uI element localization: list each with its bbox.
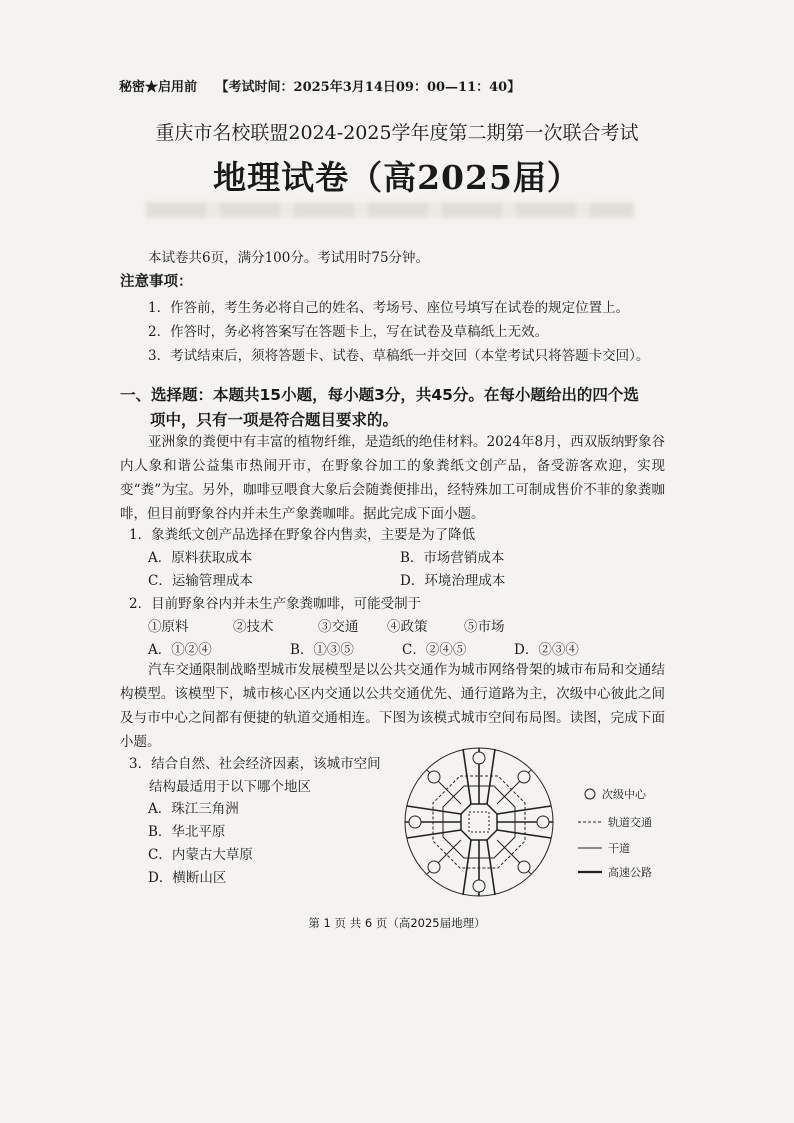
q2-factor: ②技术 xyxy=(233,619,274,635)
q1-option-a: A．原料获取成本 xyxy=(148,550,253,566)
question-2-stem: 2．目前野象谷内并未生产象粪咖啡，可能受制于 xyxy=(129,596,422,612)
question-3-stem-cont: 结构最适用于以下哪个地区 xyxy=(149,779,311,795)
section-heading: 一、选择题：本题共15小题，每小题3分，共45分。在每小题给出的四个选 xyxy=(120,386,639,404)
passage-2 xyxy=(120,658,665,754)
legend-label: 次级中心 xyxy=(602,788,646,801)
section-heading-cont: 项中，只有一项是符合题目要求的。 xyxy=(150,411,399,429)
exam-time: 【考试时间：2025年3月14日09：00—11：40】 xyxy=(215,80,521,95)
sub-center-icon xyxy=(409,816,421,828)
thin-line-icon xyxy=(578,845,602,851)
sub-center-icon xyxy=(518,861,530,873)
question-1-stem: 1．象粪纸文创产品选择在野象谷内售卖，主要是为了降低 xyxy=(129,527,476,543)
dashed-line-icon xyxy=(578,819,602,825)
q2-option-d: D．②③④ xyxy=(514,642,579,658)
sub-center-icon xyxy=(473,752,485,764)
q1-option-c: C．运输管理成本 xyxy=(148,573,253,589)
page-footer: 第 1 页 共 6 页（高2025届地理） xyxy=(308,916,486,930)
notice-item: 3．考试结束后，须将答题卡、试卷、草稿纸一并交回（本堂考试只将答题卡交回）。 xyxy=(148,348,650,364)
passage-2-text: 汽车交通限制战略型城市发展模型是以公共交通作为城市网络骨架的城市布局和交通结构模型。该模型下，城市核心区内交通以公共交通优先、通行道路为主，次级中心彼此之间及与市中心之间都有便捷的轨道交通相连。下图为该模式城市空间布局图。读图，完成下面小题。 xyxy=(120,662,665,750)
legend-label: 高速公路 xyxy=(608,866,652,879)
notice-item: 1．作答前，考生务必将自己的姓名、考场号、座位号填写在试卷的规定位置上。 xyxy=(148,300,630,316)
q3-option-c: C．内蒙古大草原 xyxy=(148,847,253,863)
q2-factor: ③交通 xyxy=(318,619,359,635)
passage-1-text: 亚洲象的粪便中有丰富的植物纤维，是造纸的绝佳材料。2024年8月，西双版纳野象谷内人象和谐公益集市热闹开市，在野象谷加工的象粪纸文创产品，备受游客欢迎，实现变“粪”为宝。另外，咖啡豆喂食大象后会随粪便排出，经特殊加工可制成售价不菲的象粪咖啡，但目前野象谷内并未生产象粪咖啡。据此完成下面小题。 xyxy=(120,434,665,522)
city-layout-diagram xyxy=(390,742,568,902)
legend-label: 轨道交通 xyxy=(608,816,652,829)
legend-rail xyxy=(578,814,652,830)
q2-factor: ④政策 xyxy=(387,619,428,635)
page-header xyxy=(119,76,534,95)
legend-trunk xyxy=(578,840,630,856)
q2-option-b: B．①③⑤ xyxy=(290,642,354,658)
q1-option-d: D．环境治理成本 xyxy=(400,573,506,589)
subject-title: 地理试卷（高2025届） xyxy=(213,158,581,197)
notice-heading: 注意事项： xyxy=(120,274,193,290)
q3-option-d: D．横断山区 xyxy=(148,870,227,886)
q2-option-c: C．②④⑤ xyxy=(402,642,467,658)
q3-option-a: A．珠江三角洲 xyxy=(148,801,239,817)
q2-factor: ⑤市场 xyxy=(464,619,505,635)
sub-center-icon xyxy=(428,771,440,783)
core-rail-loop xyxy=(469,812,489,832)
sub-center-icon xyxy=(537,816,549,828)
legend-highway xyxy=(578,864,652,880)
passage-1 xyxy=(120,430,665,526)
blurred-line xyxy=(146,202,634,218)
question-3-stem: 3．结合自然、社会经济因素，该城市空间 xyxy=(129,756,381,772)
sub-center-icon xyxy=(518,771,530,783)
sub-center-icon xyxy=(473,880,485,892)
q3-option-b: B．华北平原 xyxy=(148,824,226,840)
notice-item: 2．作答时，务必将答案写在答题卡上，写在试卷及草稿纸上无效。 xyxy=(148,324,549,340)
thick-line-icon xyxy=(578,869,602,875)
exam-title: 重庆市名校联盟2024-2025学年度第二期第一次联合考试 xyxy=(155,122,639,144)
secret-label: 秘密★启用前 xyxy=(119,80,198,95)
sub-center-icon xyxy=(428,861,440,873)
core-octagon xyxy=(461,804,497,840)
intro-text: 本试卷共6页，满分100分。考试用时75分钟。 xyxy=(148,250,430,266)
legend-label: 干道 xyxy=(608,842,630,855)
q2-option-a: A．①②④ xyxy=(148,642,212,658)
legend-sub-center xyxy=(584,786,646,802)
q2-factor: ①原料 xyxy=(148,619,189,635)
q1-option-b: B．市场营销成本 xyxy=(400,550,505,566)
circle-icon xyxy=(584,788,596,800)
